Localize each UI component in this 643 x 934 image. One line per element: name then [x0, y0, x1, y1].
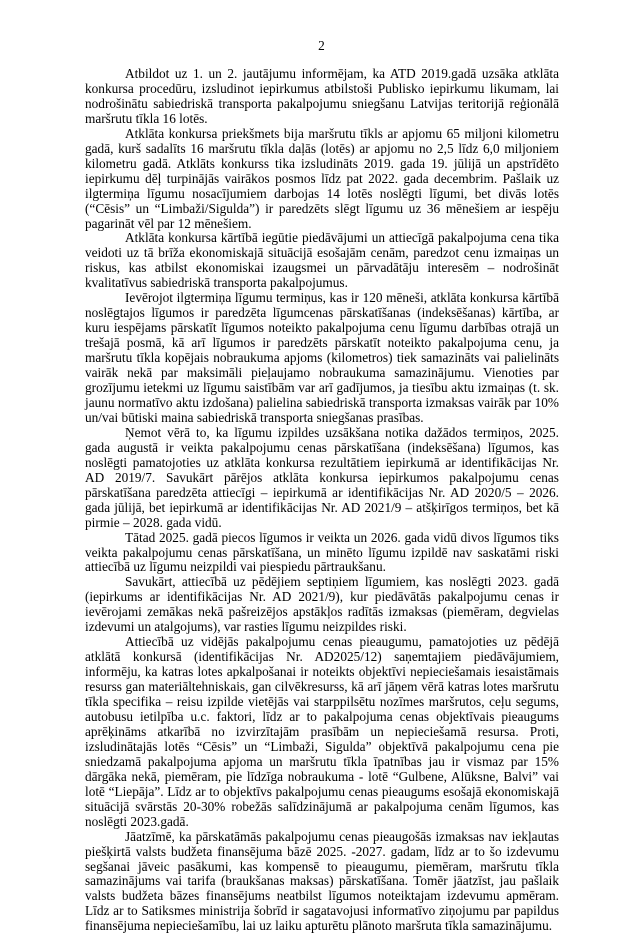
- paragraph-offers-pricing: Atklāta konkursa kārtībā iegūtie piedāvājumi un attiecīgā pakalpojuma cena tika veidoti uz tā brīža ekonomiskajā situācijā esošajām cenām, paredzot cenu izmaiņas un riskus, kas atbilst ekonomiskai izaugsmei un pārvadātāju interesēm – nodrošināt kvalitatīvus sabiedriskā transporta pakalpojumus.: [85, 230, 559, 291]
- paragraph-2025-reviews: Tātad 2025. gadā piecos līgumos ir veikta un 2026. gada vidū divos līgumos tiks veikta pakalpojumu cenas pārskatīšana, un minēto līgumu izpildē nav saskatāmi riski attiecībā uz līgumu neizpildi vai piespiedu pārtraukšanu.: [85, 529, 559, 575]
- document-body: [85, 67, 559, 934]
- page-number: 2: [318, 38, 325, 53]
- paragraph-indexation-terms: Ievērojot ilgtermiņa līgumu termiņus, kas ir 120 mēneši, atklāta konkursa kārtībā noslēgtajos līgumos ir paredzēta līgumcenas pārskatīšanas (indeksēšanas) kārtība, ar kuru iespējams pārskatīt līgumos noteikto pakalpojuma cenu līgumu darbības otrajā un trešajā posmā, kā arī līgumos ir paredzēts pārskatīt noteikto pakalpojuma cenu, ja maršrutu tīkla kopējais nobraukuma apjoms (kilometros) tiek samazināts vai palielināts vairāk nekā par maksimāli pieļaujamo nobraukuma samazinājumu. Vienoties par grozījumu ietekmi uz līgumu saistībām var arī gadījumos, ja tiesību aktu izmaiņas (t. sk. jaunu normatīvo aktu izdošana) palielina sabiedriskā transporta izmaksas vairāk par 10% un/vai būtiski maina sabiedriskā transporta sniegšanas prasības.: [85, 290, 559, 425]
- paragraph-budget-note: Jāatzīmē, ka pārskatāmās pakalpojumu cenas pieaugošās izmaksas nav iekļautas piešķirtā valsts budžeta finansējuma bāzē 2025. -2027. gadam, līdz ar to šo izdevumu segšanai jāveic pasākumi, kas kompensē to pieaugumu, piemēram, maršrutu tīkla samazinājums vai tarifa (braukšanas maksas) pārskatīšana. Tomēr jāatzīst, jau pašlaik valsts budžeta bāzes finansējums neatbilst līgumos noteiktajam izdevumu apmēram. Līdz ar to Satiksmes ministrija šobrīd ir sagatavojusi informatīvo ziņojumu par papildus finansējuma nepieciešamību, lai uz laiku apturētu plānoto maršruta tīkla samazinājumu.: [85, 828, 559, 934]
- paragraph-2023-contracts-risk: Savukārt, attiecībā uz pēdējiem septiņiem līgumiem, kas noslēgti 2023. gadā (iepirkums ar identifikācijas Nr. AD 2021/9), kur piedāvātās pakalpojumu cenas ir ievērojami zemākas nekā pašreizējos apstākļos radītās izmaksas (piemēram, degvielas izdevumi un atalgojums), var rasties līgumu neizpildes riski.: [85, 574, 559, 635]
- paragraph-tender-overview: Atbildot uz 1. un 2. jautājumu informējam, ka ATD 2019.gadā uzsāka atklāta konkursa procedūru, izsludinot iepirkumus atbilstoši Publisko iepirkumu likumam, lai nodrošinātu sabiedriskā transporta pakalpojumu sniegšanu Latvijas teritorijā reģionālā maršrutu tīkla 16 lotēs.: [85, 66, 559, 126]
- paragraph-average-price-increase: Attiecībā uz vidējās pakalpojumu cenas pieaugumu, pamatojoties uz pēdējā atklātā konkursā (identifikācijas Nr. AD2025/12) saņemtajiem piedāvājumiem, informēju, ka katras lotes apkalpošanai ir noteikts objektīvi nepieciešamais iesaistāmais resurss gan materiāltehniskais, gan cilvēkresurss, kā arī jāņem vērā katras lotes maršrutu tīkla specifika – reisu izpilde vietējās vai starppilsētu nozīmes maršrutos, ceļu segums, autobusu ietilpība u.c. faktori, līdz ar to pakalpojuma cenas objektīvais pieaugums aprēķināms atkarībā no izvirzītajām prasībām un nepieciešamā resursa. Proti, izsludinātajās lotēs “Cēsis” un “Limbaži, Sigulda” objektīvā pakalpojumu cena pie sniedzamā pakalpojuma apjoma un maršrutu tīkla īpatnības jau ir vismaz par 15% dārgāka nekā, piemēram, pie līdzīga nobraukuma - lotē “Gulbene, Alūksne, Balvi” vai lotē “Liepāja”. Līdz ar to objektīvs pakalpojumu cenas pieaugums esošajā ekonomiskajā situācijā svārstās 20-30% robežās salīdzinājumā ar pakalpojuma cenām līgumos, kas noslēgti 2023.gadā.: [85, 634, 559, 829]
- paragraph-indexation-schedule: Ņemot vērā to, ka līgumu izpildes uzsākšana notika dažādos termiņos, 2025. gada augustā ir veikta pakalpojumu cenas pārskatīšana (indeksēšana) līgumos, kas noslēgti pamatojoties uz atklāta konkursa rezultātiem iepirkumā ar identifikācijas Nr. AD 2019/7. Savukārt pārējos atklāta konkursa iepirkumos pakalpojumu cenas pārskatīšana paredzēta attiecīgi – iepirkumā ar identifikācijas Nr. AD 2020/5 – 2026. gada jūlijā, bet iepirkumā ar identifikācijas Nr. AD 2021/9 – atšķirīgos termiņos, bet kā pirmie – 2028. gada vidū.: [85, 424, 559, 530]
- paragraph-tender-subject: Atklāta konkursa priekšmets bija maršrutu tīkls ar apjomu 65 miljoni kilometru gadā, kurš sadalīts 16 maršrutu tīkla daļās (lotēs) ar apjomu no 2,5 līdz 6,0 miljoniem kilometru gadā. Atklāts konkurss tika izsludināts 2019. gada 19. jūlijā un apstrīdēto iepirkumu dēļ turpinājās vairākos posmos līdz pat 2022. gada decembrim. Pašlaik uz ilgtermiņa līgumu nosacījumiem darbojas 14 lotēs noslēgti līgumi, bet divās lotēs (“Cēsis” un “Limbaži/Sigulda”) ir paredzēts slēgt līgumu uz 36 mēnešiem ar iespēju pagarināt vēl par 12 mēnešiem.: [85, 125, 559, 231]
